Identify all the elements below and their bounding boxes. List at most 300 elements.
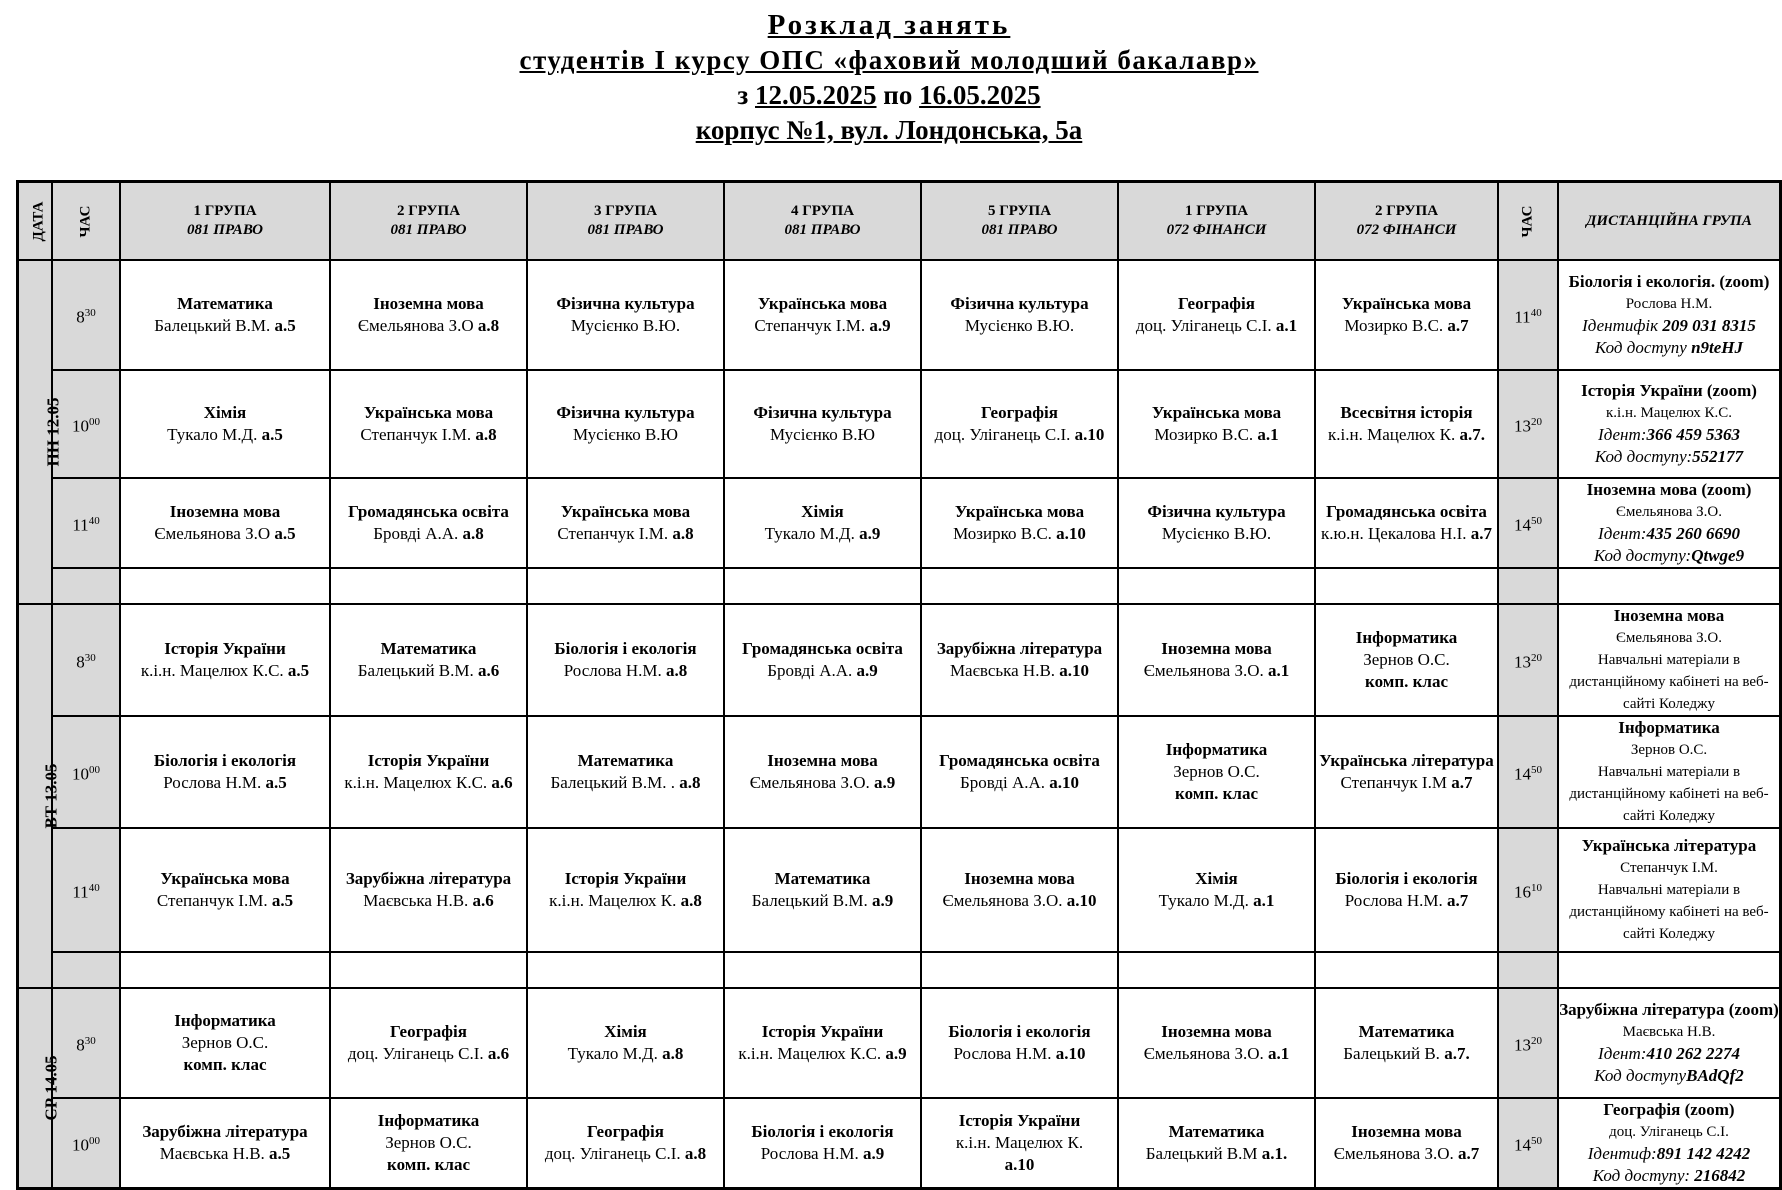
lesson-cell (1118, 260, 1315, 370)
subject-name: Фізична культура (1147, 502, 1286, 521)
teacher-line (331, 1132, 526, 1154)
teacher-line (1316, 649, 1497, 671)
location: корпус №1, вул. Лондонська, 5а (695, 115, 1083, 145)
room-label: а.1. (1261, 1144, 1288, 1163)
teacher-line (528, 1143, 723, 1165)
teacher-line (1316, 1143, 1497, 1165)
teacher-name: Бровді А.А. (373, 524, 459, 543)
zoom-id-line: Ідент:410 262 2274 (1598, 1044, 1740, 1063)
teacher-name: Мозирко В.С. (1344, 316, 1444, 335)
spacer-cell (1315, 952, 1498, 988)
distance-teacher: Ємельянова З.О. (1616, 504, 1722, 520)
teacher-line (1316, 772, 1497, 794)
teacher-name: Ємельянова З.О (357, 316, 474, 335)
subject-name: Біологія і екологія (153, 751, 297, 770)
room-label: комп. клас (387, 1155, 470, 1174)
teacher-line (1119, 761, 1314, 783)
subject-name: Математика (1168, 1122, 1265, 1141)
teacher-line (922, 1043, 1117, 1065)
lesson-cell (527, 828, 724, 952)
distance-lesson-cell (1558, 478, 1780, 568)
subject-name: Фізична культура (950, 294, 1089, 313)
spacer-cell (921, 568, 1118, 604)
teacher-line (121, 315, 329, 337)
teacher-line (528, 315, 723, 337)
teacher-line (725, 1143, 920, 1165)
teacher-name: Тукало М.Д. (764, 524, 855, 543)
teacher-name: Мусієнко В.Ю. (964, 316, 1075, 335)
teacher-line (922, 1132, 1117, 1154)
group-header: 1 ГРУПА 072 ФІНАНСИ (1118, 182, 1315, 260)
distance-subject: Зарубіжна література (zoom) (1559, 1000, 1779, 1019)
teacher-line (922, 772, 1117, 794)
teacher-line (331, 424, 526, 446)
subject-name: Біологія і екологія (1335, 869, 1478, 888)
lesson-cell (921, 988, 1118, 1098)
teacher-line (528, 890, 723, 912)
room-label: а.10 (1066, 891, 1097, 910)
teacher-name: Бровді А.А. (767, 661, 853, 680)
teacher-line (528, 1043, 723, 1065)
teacher-name: Маєвська Н.В. (949, 661, 1056, 680)
teacher-line (725, 523, 920, 545)
subject-name: Українська мова (1341, 294, 1472, 313)
teacher-line (121, 424, 329, 446)
lesson-cell (527, 1098, 724, 1188)
lesson-cell (120, 988, 330, 1098)
teacher-line (1119, 1043, 1314, 1065)
teacher-name: Ємельянова З.О. (942, 891, 1063, 910)
teacher-line (725, 660, 920, 682)
teacher-name: Рослова Н.М. (563, 661, 662, 680)
room-label: а.8 (680, 891, 702, 910)
subject-name: Математика (774, 869, 871, 888)
schedule-row (18, 478, 1780, 568)
distance-teacher: Маєвська Н.В. (1622, 1024, 1716, 1040)
distance-lesson-cell (1558, 716, 1780, 828)
teacher-line (725, 1043, 920, 1065)
spacer-cell (1118, 952, 1315, 988)
lesson-cell (724, 604, 921, 716)
lesson-time: $10^{00}$ (52, 1098, 120, 1188)
teacher-name: Балецький В.М. (751, 891, 868, 910)
group-header: 5 ГРУПА 081 ПРАВО (921, 182, 1118, 260)
teacher-name: Мозирко В.С. (1154, 425, 1254, 444)
zoom-code-line: Код доступу:Qtwge9 (1593, 546, 1745, 565)
room-label: а.6 (491, 773, 513, 792)
spacer-cell (1118, 568, 1315, 604)
zoom-id-line: Ідент:366 459 5363 (1598, 425, 1740, 444)
distance-lesson-cell (1558, 370, 1780, 478)
subject-name: Іноземна мова (169, 502, 281, 521)
lesson-cell (724, 478, 921, 568)
lesson-cell (120, 1098, 330, 1188)
schedule-row (18, 716, 1780, 828)
teacher-line (331, 523, 526, 545)
subject-name: Хімія (203, 403, 247, 422)
zoom-id[interactable]: 435 260 6690 (1646, 524, 1740, 543)
teacher-name: Степанчук І.М. (360, 425, 472, 444)
teacher-name: к.ю.н. Цекалова Н.І. (1320, 524, 1467, 543)
lesson-cell (1315, 260, 1498, 370)
spacer-cell (921, 952, 1118, 988)
room-label: комп. клас (1175, 784, 1258, 803)
lesson-cell (1315, 716, 1498, 828)
lesson-cell (1315, 828, 1498, 952)
teacher-line (528, 772, 723, 794)
date-from: 12.05.2025 (755, 80, 877, 110)
room-label: а.1 (1257, 425, 1279, 444)
lesson-cell (1118, 604, 1315, 716)
subject-name: Громадянська освіта (1326, 502, 1487, 521)
teacher-line (331, 890, 526, 912)
teacher-line (1119, 660, 1314, 682)
zoom-access-code[interactable]: 216842 (1694, 1166, 1746, 1185)
teacher-line (528, 523, 723, 545)
date-to: 16.05.2025 (919, 80, 1041, 110)
teacher-name: Балецький В.М. (357, 661, 474, 680)
zoom-id-line: Ідентифік 209 031 8315 (1582, 316, 1756, 335)
teacher-line (1316, 1043, 1497, 1065)
subject-name: Історія України (164, 639, 286, 658)
teacher-line (1316, 523, 1497, 545)
subject-name: Інформатика (1355, 628, 1458, 647)
lesson-cell (527, 604, 724, 716)
teacher-name: к.і.н. Мацелюх К. (955, 1133, 1084, 1152)
lesson-cell (1118, 370, 1315, 478)
subject-name: Історія України (761, 1022, 884, 1041)
teacher-name: Мусієнко В.Ю (572, 425, 679, 444)
teacher-line (725, 315, 920, 337)
teacher-name: Зернов О.С. (181, 1033, 269, 1052)
teacher-line (1119, 890, 1314, 912)
distance-group-header: ДИСТАНЦІЙНА ГРУПА (1558, 182, 1780, 260)
lesson-cell (921, 828, 1118, 952)
schedule-row (18, 1098, 1780, 1188)
zoom-id[interactable]: 366 459 5363 (1646, 425, 1740, 444)
room-label: а.8 (462, 524, 484, 543)
lesson-cell (921, 1098, 1118, 1188)
header-row (18, 182, 1780, 260)
lesson-cell (1118, 828, 1315, 952)
subject-name: Зарубіжна література (936, 639, 1103, 658)
room-label: а.9 (859, 524, 881, 543)
distance-note: Навчальні матеріали в дистанційному кабінеті на веб-сайті Коледжу (1569, 882, 1769, 942)
lesson-time: $10^{00}$ (52, 716, 120, 828)
subject-name: Фізична культура (556, 403, 695, 422)
distance-lesson-cell (1558, 260, 1780, 370)
distance-note: Навчальні матеріали в дистанційному кабінеті на веб-сайті Коледжу (1569, 652, 1769, 712)
room-label: комп. клас (183, 1055, 267, 1074)
lesson-cell (120, 828, 330, 952)
teacher-line (922, 424, 1117, 446)
group-header: 2 ГРУПА 072 ФІНАНСИ (1315, 182, 1498, 260)
teacher-line (331, 772, 526, 794)
distance-lesson-cell (1558, 828, 1780, 952)
schedule-row (18, 260, 1780, 370)
room-label: а.7 (1451, 773, 1473, 792)
lesson-cell (1315, 1098, 1498, 1188)
teacher-name: Тукало М.Д. (567, 1044, 658, 1063)
teacher-name: Ємельянова З.О. (1143, 661, 1264, 680)
date-prefix: з (737, 80, 749, 110)
subject-name: Громадянська освіта (939, 751, 1100, 770)
teacher-name: к.і.н. Мацелюх К.С. (344, 773, 488, 792)
schedule-header (0, 0, 1778, 148)
room-label: а.8 (477, 316, 500, 335)
zoom-code-line: Код доступу: 216842 (1592, 1166, 1746, 1185)
distance-teacher: Ємельянова З.О. (1616, 630, 1722, 646)
room-label: а.9 (856, 661, 878, 680)
subject-name: Іноземна мова (1351, 1122, 1462, 1141)
subject-name: Географія (390, 1022, 467, 1041)
lesson-cell (724, 828, 921, 952)
teacher-name: Мусієнко В.Ю. (570, 316, 681, 335)
subject-name: Інформатика (1165, 740, 1268, 759)
subject-name: Біологія і екологія (554, 639, 697, 658)
teacher-name: Балецький В.М. . (550, 773, 675, 792)
teacher-name: доц. Уліганець С.І. (934, 425, 1071, 444)
teacher-name: доц. Уліганець С.І. (347, 1044, 484, 1063)
teacher-name: Степанчук І.М. (754, 316, 866, 335)
distance-subject: Біологія і екологія. (zoom) (1568, 272, 1770, 291)
zoom-id[interactable]: 410 262 2274 (1646, 1044, 1740, 1063)
teacher-name: Ємельянова З.О. (1333, 1144, 1454, 1163)
teacher-name: Степанчук І.М (1340, 773, 1447, 792)
subject-name: Громадянська освіта (348, 502, 509, 521)
teacher-line (1119, 315, 1314, 337)
zoom-access-code[interactable]: Qtwge9 (1691, 546, 1745, 565)
room-label: а.7 (1458, 1144, 1480, 1163)
teacher-name: Рослова Н.М. (1344, 891, 1443, 910)
lesson-cell (921, 604, 1118, 716)
teacher-name: Маєвська Н.В. (363, 891, 469, 910)
teacher-name: Тукало М.Д. (1158, 891, 1249, 910)
room-label: а.10 (1059, 661, 1090, 680)
group-header: 2 ГРУПА 081 ПРАВО (330, 182, 527, 260)
room-label: а.8 (672, 524, 694, 543)
teacher-line (1316, 315, 1497, 337)
distance-subject: Українська література (1581, 836, 1757, 855)
subject-name: Інформатика (377, 1111, 480, 1130)
teacher-name: Мусієнко В.Ю (769, 425, 876, 444)
group-header: 1 ГРУПА 081 ПРАВО (120, 182, 330, 260)
distance-time: $14^{50}$ (1498, 1098, 1558, 1188)
room-label: а.8 (679, 773, 701, 792)
lesson-cell (330, 716, 527, 828)
subject-name: Іноземна мова (1161, 1022, 1272, 1041)
page-title: Розклад занять (767, 9, 1011, 41)
subject-name: Українська мова (954, 502, 1085, 521)
subject-name: Українська мова (363, 403, 494, 422)
teacher-name: Мозирко В.С. (953, 524, 1052, 543)
subject-name: Всесвітня історія (1340, 403, 1473, 422)
distance-lesson-cell (1558, 604, 1780, 716)
teacher-line (528, 660, 723, 682)
zoom-id-line: Ідентиф:891 142 4242 (1587, 1144, 1751, 1163)
teacher-name: Бровді А.А. (959, 773, 1046, 792)
date-mid: по (883, 80, 913, 110)
teacher-line (1119, 523, 1314, 545)
lesson-cell (1315, 478, 1498, 568)
teacher-line (725, 890, 920, 912)
zoom-code-line: Код доступу:552177 (1594, 447, 1744, 466)
schedule-row (18, 828, 1780, 952)
room-label: а.8 (662, 1044, 684, 1063)
subject-name: Біологія і екологія (751, 1122, 894, 1141)
teacher-line (922, 890, 1117, 912)
room-label: а.10 (1056, 524, 1086, 543)
lesson-cell (921, 478, 1118, 568)
subject-name: Географія (587, 1122, 664, 1141)
spacer-cell (1558, 568, 1780, 604)
teacher-line (1316, 424, 1497, 446)
lesson-cell (724, 716, 921, 828)
room-label: а.5 (274, 316, 296, 335)
room-label: а.9 (874, 773, 896, 792)
subject-name: Історія України (958, 1111, 1081, 1130)
lesson-time: $11^{40}$ (52, 828, 120, 952)
time2-column-header: ЧАС (1498, 182, 1558, 260)
teacher-line (725, 772, 920, 794)
spacer-cell (330, 568, 527, 604)
zoom-id-line: Ідент:435 260 6690 (1598, 524, 1740, 543)
teacher-line (121, 1032, 329, 1054)
lesson-cell (120, 604, 330, 716)
subject-name: Математика (577, 751, 674, 770)
teacher-name: Маєвська Н.В. (159, 1144, 265, 1163)
spacer-time (52, 568, 120, 604)
distance-teacher: доц. Уліганець С.І. (1609, 1124, 1729, 1140)
teacher-line (121, 772, 329, 794)
lesson-time: $8^{30}$ (52, 988, 120, 1098)
teacher-name: Зернов О.С. (1173, 762, 1260, 781)
distance-subject: Географія (zoom) (1603, 1100, 1735, 1119)
teacher-name: Балецький В.М (1145, 1144, 1258, 1163)
lesson-cell (330, 604, 527, 716)
lesson-cell (724, 988, 921, 1098)
room-label: а.5 (261, 425, 283, 444)
distance-note: Навчальні матеріали в дистанційному кабінеті на веб-сайті Коледжу (1569, 764, 1769, 824)
subject-name: Історія України (367, 751, 490, 770)
subject-name: Українська мова (560, 502, 691, 521)
teacher-name: к.і.н. Мацелюх К.С. (738, 1044, 882, 1063)
room-label: а.1 (1268, 661, 1290, 680)
lesson-cell (1118, 988, 1315, 1098)
spacer-cell (1315, 568, 1498, 604)
teacher-line (922, 660, 1117, 682)
teacher-name: Ємельянова З.О. (1143, 1044, 1264, 1063)
room-label: а.9 (862, 1144, 885, 1163)
room-label: а.5 (269, 1144, 291, 1163)
subject-name: Іноземна мова (1161, 639, 1272, 658)
subject-name: Хімія (1195, 869, 1238, 888)
lesson-cell (330, 828, 527, 952)
teacher-line (121, 660, 329, 682)
teacher-name: Степанчук І.М. (557, 524, 669, 543)
date-range (0, 78, 1778, 113)
spacer-cell (1558, 952, 1780, 988)
lesson-cell (1118, 716, 1315, 828)
lesson-cell (921, 370, 1118, 478)
room-label: а.7 (1447, 316, 1469, 335)
room-label: комп. клас (1365, 672, 1448, 691)
room-label: а.5 (274, 524, 296, 543)
room-label: а.9 (872, 891, 894, 910)
lesson-cell (1315, 988, 1498, 1098)
day-label: ВТ 13.05 (18, 604, 52, 988)
teacher-name: Балецький В. (1343, 1044, 1440, 1063)
lesson-cell (921, 260, 1118, 370)
spacer-row (18, 568, 1780, 604)
distance-subject: Інформатика (1618, 718, 1720, 737)
lesson-cell (330, 260, 527, 370)
distance-time: $11^{40}$ (1498, 260, 1558, 370)
subject-name: Математика (380, 639, 477, 658)
spacer-time (1498, 952, 1558, 988)
room-label: а.10 (1049, 773, 1080, 792)
zoom-access-code[interactable]: n9teHJ (1691, 338, 1744, 357)
teacher-line (331, 660, 526, 682)
room-label: а.10 (1074, 425, 1105, 444)
teacher-line (331, 1043, 526, 1065)
room-label: а.9 (869, 316, 891, 335)
subject-name: Зарубіжна література (142, 1122, 308, 1141)
spacer-cell (330, 952, 527, 988)
teacher-line (1119, 1143, 1314, 1165)
time-column-header: ЧАС (52, 182, 120, 260)
room-label: а.6 (487, 1044, 510, 1063)
day-label: ПН 12.05 (18, 260, 52, 604)
room-label: а.1 (1253, 891, 1275, 910)
zoom-access-code[interactable]: 552177 (1692, 447, 1744, 466)
lesson-cell (330, 478, 527, 568)
lesson-cell (527, 716, 724, 828)
distance-teacher: Рослова Н.М. (1625, 296, 1713, 312)
subject-name: Біологія і екологія (948, 1022, 1091, 1041)
lesson-cell (120, 260, 330, 370)
teacher-name: к.і.н. Мацелюх К.С. (140, 661, 284, 680)
distance-teacher: Степанчук І.М. (1620, 860, 1718, 876)
spacer-cell (724, 568, 921, 604)
teacher-name: Ємельянова З.О (154, 524, 271, 543)
room-label: а.7. (1459, 425, 1485, 444)
zoom-id[interactable]: 209 031 8315 (1662, 316, 1756, 335)
lesson-cell (1315, 370, 1498, 478)
teacher-line (1316, 890, 1497, 912)
room-label: а.7 (1470, 524, 1493, 543)
distance-time: $16^{10}$ (1498, 828, 1558, 952)
lesson-cell (921, 716, 1118, 828)
teacher-line (121, 1143, 329, 1165)
group-header: 3 ГРУПА 081 ПРАВО (527, 182, 724, 260)
distance-teacher: к.і.н. Мацелюх К.С. (1605, 405, 1733, 421)
spacer-cell (724, 952, 921, 988)
room-label: а.6 (478, 661, 500, 680)
room-label: а.10 (1004, 1155, 1035, 1174)
zoom-id[interactable]: 891 142 4242 (1656, 1144, 1751, 1163)
lesson-cell (330, 988, 527, 1098)
zoom-access-code[interactable]: BAdQf2 (1686, 1066, 1744, 1085)
teacher-name: Мусієнко В.Ю. (1161, 524, 1272, 543)
teacher-name: к.і.н. Мацелюх К. (549, 891, 677, 910)
distance-teacher: Зернов О.С. (1630, 742, 1708, 758)
distance-time: $13^{20}$ (1498, 370, 1558, 478)
room-label: а.1 (1268, 1044, 1290, 1063)
room-label: а.10 (1055, 1044, 1086, 1063)
lesson-cell (330, 370, 527, 478)
room-label: а.7 (1446, 891, 1469, 910)
